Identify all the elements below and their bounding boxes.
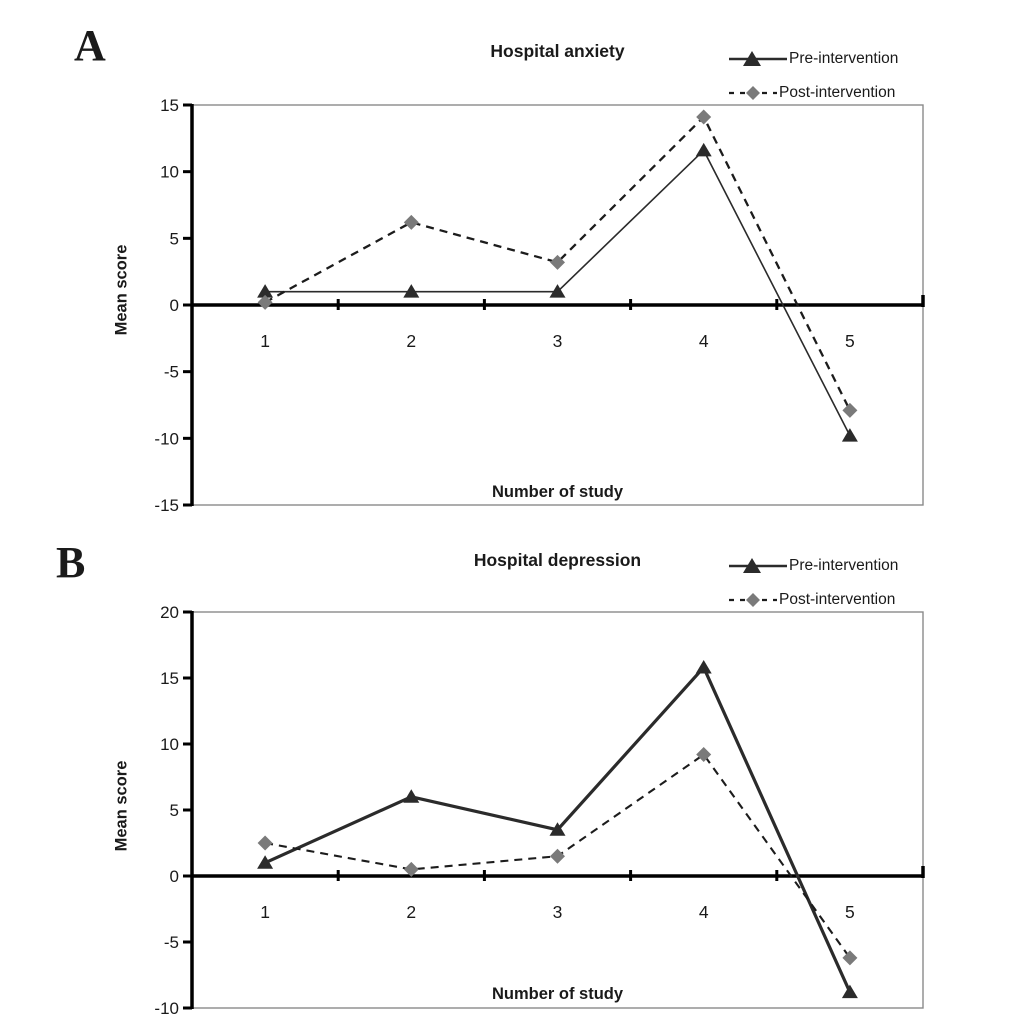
y-tick-label: -5 xyxy=(163,362,179,382)
legend-label-post: Post-intervention xyxy=(779,591,896,609)
y-tick-label: -5 xyxy=(163,933,179,952)
y-tick-label: 20 xyxy=(160,603,179,622)
y-tick-label: 0 xyxy=(169,867,179,886)
x-category-label: 1 xyxy=(260,902,270,922)
post-data-point-marker xyxy=(404,215,419,230)
x-category-label: 2 xyxy=(406,331,417,351)
panel-a-legend xyxy=(728,50,898,102)
x-category-label: 3 xyxy=(552,902,563,922)
pre-intervention-sample-icon xyxy=(728,557,788,575)
panel-b-legend xyxy=(728,557,898,609)
legend-item-post-intervention xyxy=(728,591,898,609)
y-tick-label: -10 xyxy=(154,999,179,1018)
y-tick-label: 15 xyxy=(160,669,179,688)
x-category-label: 5 xyxy=(845,902,855,922)
panel-b-y-axis-label: Mean score xyxy=(112,760,131,852)
panel-b-letter: B xyxy=(56,538,86,587)
post-data-point-marker xyxy=(842,950,857,965)
y-tick-label: 15 xyxy=(160,96,179,115)
panel-b-x-axis-label: Number of study xyxy=(491,985,624,1003)
y-tick-label: 10 xyxy=(160,735,179,754)
y-tick-label: 0 xyxy=(169,296,179,315)
panel-a-letter: A xyxy=(74,21,106,70)
legend-label-post: Post-intervention xyxy=(779,84,896,102)
x-category-label: 5 xyxy=(845,331,855,351)
post-intervention-sample-icon xyxy=(728,84,778,102)
post-data-point-marker xyxy=(258,836,273,851)
x-category-label: 4 xyxy=(698,331,709,351)
legend-item-post-intervention xyxy=(728,84,898,102)
post-intervention-sample-icon xyxy=(728,591,778,609)
plot-frame xyxy=(192,612,923,1008)
y-tick-label: 5 xyxy=(169,229,179,249)
pre-data-point-marker xyxy=(696,143,712,157)
x-category-label: 3 xyxy=(552,331,563,351)
x-category-label: 4 xyxy=(698,902,709,922)
legend-label-pre: Pre-intervention xyxy=(789,557,899,575)
pre-data-point-marker xyxy=(842,428,858,442)
legend-label-pre: Pre-intervention xyxy=(789,50,899,68)
legend-item-pre-intervention xyxy=(728,50,898,68)
post-data-point-marker xyxy=(550,849,565,864)
pre-data-point-marker xyxy=(257,855,273,869)
y-tick-label: -10 xyxy=(154,429,179,449)
y-tick-label: -15 xyxy=(154,496,179,515)
pre-intervention-sample-icon xyxy=(728,50,788,68)
pre-data-point-marker xyxy=(696,660,712,674)
panel-a-title: Hospital anxiety xyxy=(490,41,625,61)
y-tick-label: 5 xyxy=(169,801,179,820)
panel-b-title: Hospital depression xyxy=(473,550,642,570)
pre-data-point-marker xyxy=(403,789,419,803)
post-data-point-marker xyxy=(696,110,711,125)
legend-item-pre-intervention xyxy=(728,557,898,575)
x-category-label: 1 xyxy=(260,331,270,351)
panel-a-y-axis-label: Mean score xyxy=(112,244,131,336)
y-tick-label: 10 xyxy=(160,162,179,182)
post-data-point-marker xyxy=(696,747,711,762)
post-data-point-marker xyxy=(842,403,857,418)
panel-a-x-axis-label: Number of study xyxy=(491,483,624,501)
x-category-label: 2 xyxy=(406,902,417,922)
